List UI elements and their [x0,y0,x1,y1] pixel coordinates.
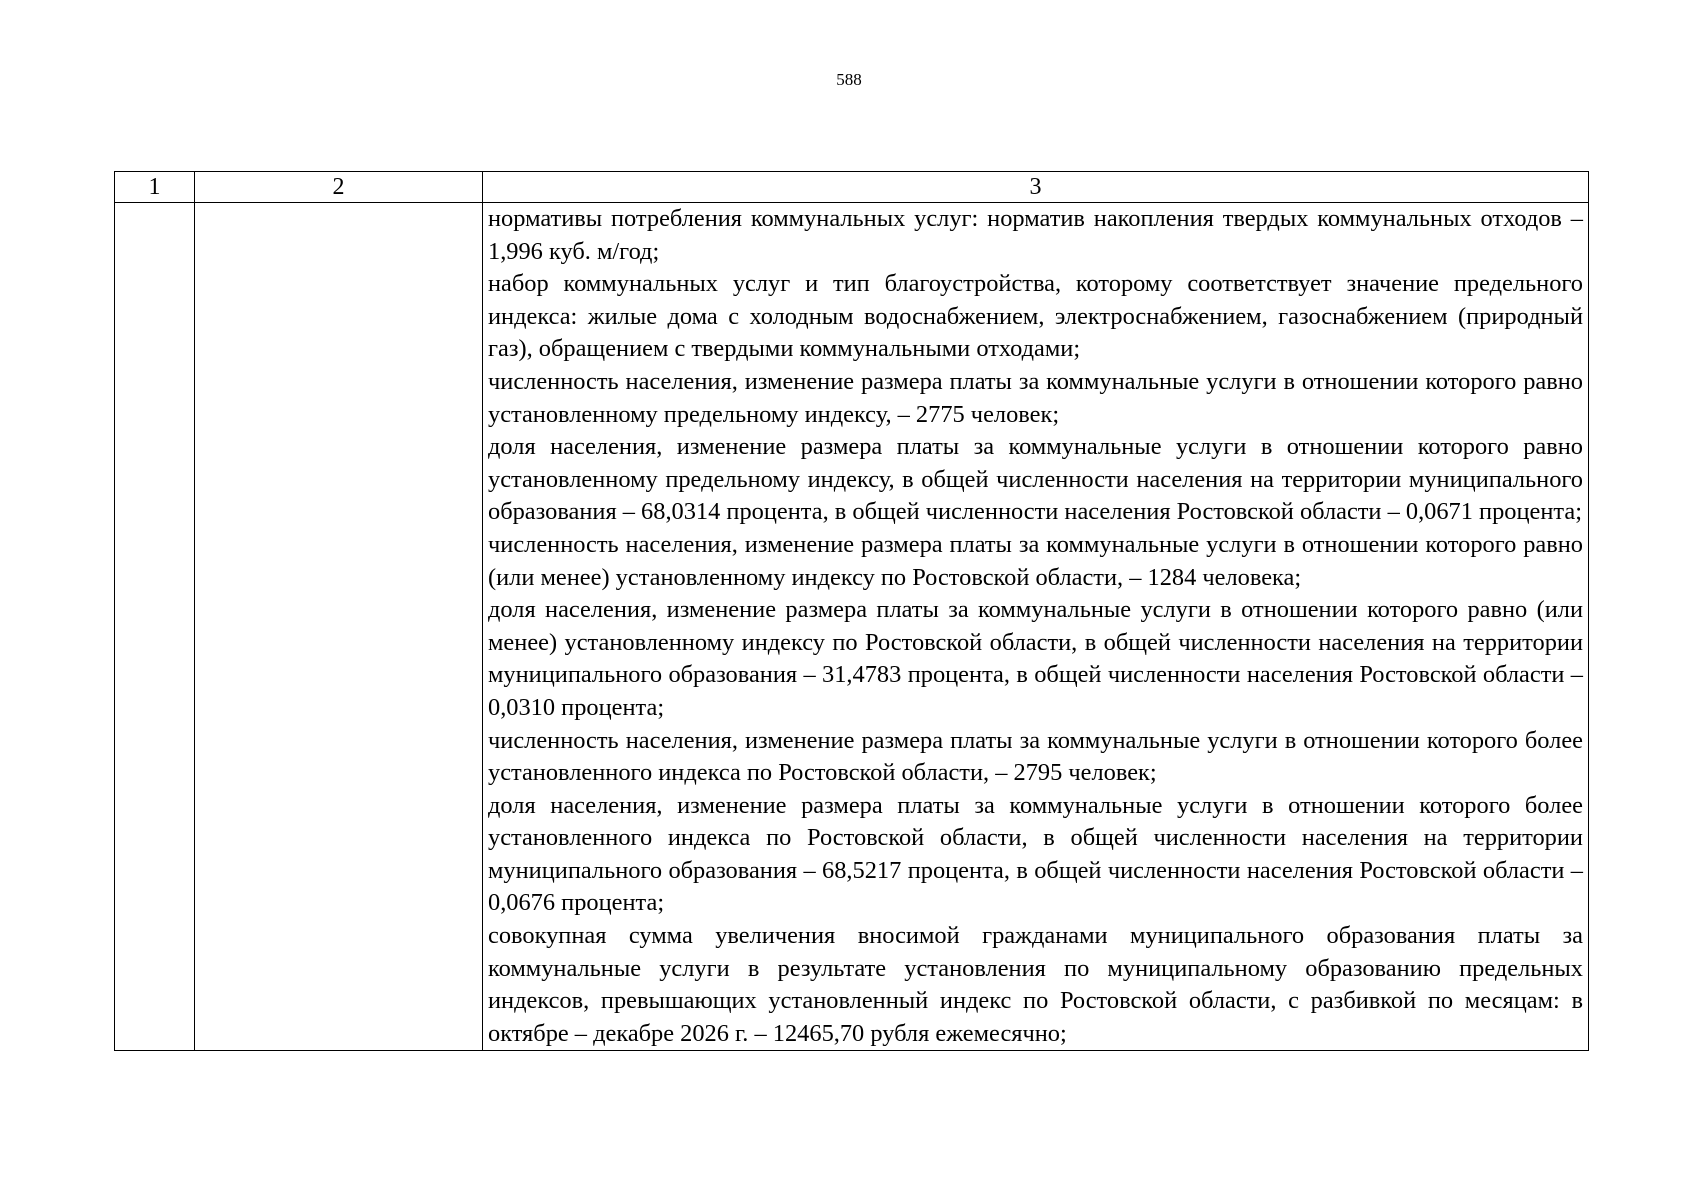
row-cell-col2 [195,203,483,1051]
page-number: 588 [836,70,862,89]
paragraph-share-more: доля населения, изменение размера платы за коммунальные услуги в отношении которого более установленного индекса по Ростовской области, в общей численности населения на территории муниципального образования – 68,5217 процента, в общей численности населения Ростовской области – 0,0676 процента; [488,791,1583,917]
paragraph-total-increase: совокупная сумма увеличения вносимой гражданами муниципального образования платы за коммунальные услуги в результате установления по муниципальному образованию предельных индексов, превышающих установленный индекс по Ростовской области, с разбивкой по месяцам: в октябре – декабре 2026 г. – 12465,70 рубля ежемесячно; [488,922,1583,1047]
paragraph-share-equal-or-less: доля населения, изменение размера платы за коммунальные услуги в отношении которого равно (или менее) установленному индексу по Ростовской области, в общей численности населения на территории муниципального образования – 31,4783 процента, в общей численности населения Ростовской области – 0,0310 процента; [488,596,1583,721]
document-table [114,171,1589,1051]
paragraph-consumption-norm: нормативы потребления коммунальных услуг: норматив накопления твердых коммунальных отходов – 1,996 куб. м/год; [488,205,1583,265]
column-number-2: 2 [195,172,483,203]
column-number-1: 1 [115,172,195,203]
row-cell-col3 [483,203,1589,1051]
table-row [115,203,1589,1051]
table-header-row [115,172,1589,203]
paragraph-population-more: численность населения, изменение размера платы за коммунальные услуги в отношении которого более установленного индекса по Ростовской области, – 2795 человек; [488,726,1583,787]
column-number-3: 3 [483,172,1589,203]
row-cell-col1 [115,203,195,1051]
paragraph-services-set: набор коммунальных услуг и тип благоустройства, которому соответствует значение предельного индекса: жилые дома с холодным водоснабжением, электроснабжением, газоснабжением (природный газ), обращением с твердыми коммунальными отходами; [488,270,1583,363]
paragraph-share-equal: доля населения, изменение размера платы за коммунальные услуги в отношении которого равно установленному предельному индексу, в общей численности населения на территории муниципального образования – 68,0314 процента, в общей численности населения Ростовской области – 0,0671 процента; [488,433,1583,526]
paragraph-population-equal-or-less: численность населения, изменение размера платы за коммунальные услуги в отношении которого равно (или менее) установленному индексу по Ростовской области, – 1284 человека; [488,530,1583,591]
paragraph-population-equal: численность населения, изменение размера платы за коммунальные услуги в отношении которого равно установленному предельному индексу, – 2775 человек; [488,367,1583,428]
